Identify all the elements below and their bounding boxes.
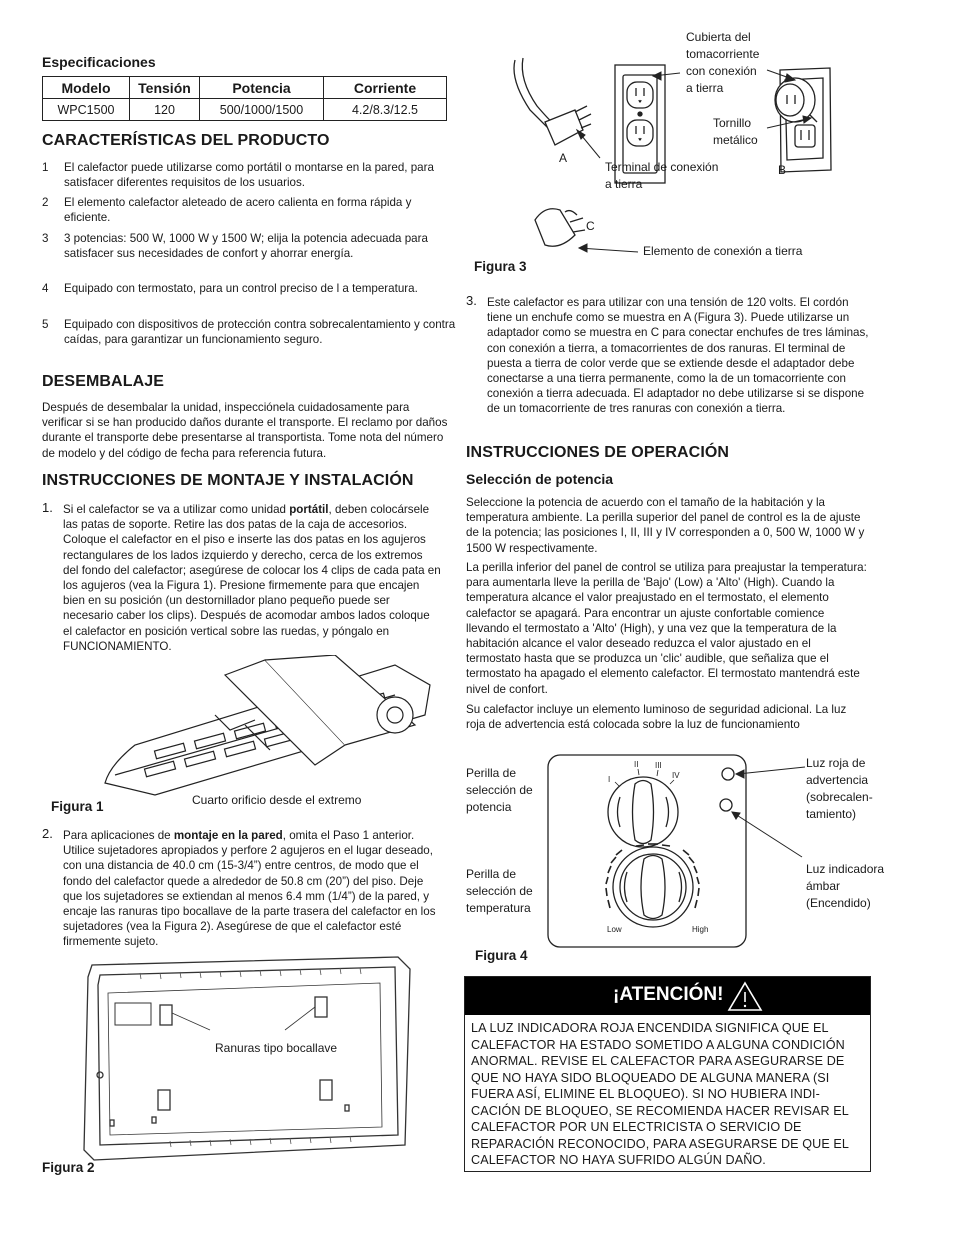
step1-text (63, 502, 441, 654)
fig3-terminal-label (605, 159, 718, 193)
fig3-terminal-line: a tierra (605, 177, 643, 191)
step3-number: 3. (466, 293, 477, 308)
operation-subheading: Selección de potencia (466, 471, 614, 487)
operation-p1: Seleccione la potencia de acuerdo con el tamaño de la habitación y la temperatura ambiente. La perilla superior del panel de control es la de ajuste de la potencia; las posiciones I, II, III y IV corresponden a 0, 500 W, 1000 W y 1500 W respectivamente. (466, 496, 865, 555)
fig4-power-label (466, 765, 533, 816)
fig4-power-line: Perilla de (466, 766, 517, 780)
fig4-temp-label (466, 866, 533, 917)
warning-line: CALEFACTOR HA ESTADO SOMETIDO A ALGUNA CONDICIÓN (471, 1037, 845, 1052)
fig3-label-c: C (586, 219, 595, 233)
specs-col-current: Corriente (324, 77, 447, 99)
fig3-screw-label (713, 115, 758, 149)
fig4-power-line: potencia (466, 800, 512, 814)
fig4-red-line: tamiento) (806, 807, 857, 821)
fig3-label-a: A (559, 151, 568, 165)
list-item-text: El calefactor puede utilizarse como portátil o montarse en la pared, para satisfacer diferentes requisitos de los usuarios. (64, 161, 434, 190)
fig3-cover-line: Cubierta del (686, 30, 751, 44)
step1-text-post: , deben colocársele las patas de soporte. Retire las dos patas de la caja de accesorios. Coloque el calefactor en el piso e inserte las dos patas en los agujeros rectangulares de los lados izquierdo y derecho, cerca de los extremos del fondo del calefactor; asegúrese de colocar los 4 clips de cada pata en los agujeros (vea la Figura 1). Presione firmemente para que encajen bien en su posición (un destornillador plano pequeño puede ser necesario caber los clips). Después de acomodar ambos lados coloque el calefactor en posición vertical sobre las ruedas, y póngalo en FUNCIONAMIENTO. (63, 503, 441, 653)
specs-heading: Especificaciones (42, 54, 156, 70)
step2-text (63, 828, 445, 950)
step2-text-bold: montaje en la pared (173, 829, 283, 842)
warning-line: ANORMAL. REVISE EL CALEFACTOR PARA ASEGURARSE DE (471, 1054, 845, 1068)
list-item-number: 3 (42, 232, 49, 245)
warning-triangle-icon (727, 980, 763, 1012)
fig3-screw-line: Tornillo (713, 116, 752, 130)
fig3-cover-line: a tierra (686, 81, 724, 95)
fig4-amber-light-label (806, 861, 884, 912)
specs-cell-voltage: 120 (130, 99, 200, 121)
specs-table (42, 76, 447, 121)
fig4-low-label: Low (607, 925, 622, 934)
fig4-pos-iv: IV (672, 771, 680, 780)
figure-1-label: Figura 1 (51, 799, 104, 814)
fig4-red-line: Luz roja de (806, 756, 866, 770)
fig4-amber-line: Luz indicadora (806, 862, 885, 876)
specs-cell-current: 4.2/8.3/12.5 (324, 99, 447, 121)
warning-line: CALEFACTOR POR UN ELECTRICISTA O SERVICIO DE (471, 1120, 802, 1134)
step1-text-pre: Si el calefactor se va a utilizar como unidad (63, 503, 290, 516)
figure-2-illustration (80, 955, 415, 1165)
figure-4-illustration (540, 752, 810, 952)
fig4-temp-line: temperatura (466, 901, 531, 915)
warning-line: CACIÓN DE BLOQUEO, SE RECOMIENDA HACER REVISAR EL (471, 1103, 849, 1118)
fig3-screw-line: metálico (713, 133, 758, 147)
features-list (42, 160, 457, 365)
specs-col-model: Modelo (43, 77, 130, 99)
list-item-number: 5 (42, 318, 49, 331)
fig3-element-label: Elemento de conexión a tierra (643, 244, 803, 258)
fig4-amber-line: ámbar (806, 879, 841, 893)
list-item-number: 1 (42, 161, 49, 174)
specs-col-power: Potencia (200, 77, 324, 99)
step2-number: 2. (42, 826, 53, 841)
warning-line: CALEFACTOR NO HAYA SUFRIDO ALGÚN DAÑO. (471, 1153, 766, 1167)
list-item-text: El elemento calefactor aleteado de acero calienta en forma rápida y eficiente. (64, 196, 412, 225)
features-heading: CARACTERÍSTICAS DEL PRODUCTO (42, 132, 330, 149)
specs-cell-model: WPC1500 (43, 99, 130, 121)
fig4-temp-line: selección de (466, 884, 533, 898)
fig4-red-line: advertencia (806, 773, 869, 787)
operation-heading: INSTRUCCIONES DE OPERACIÓN (466, 444, 730, 461)
figure-2-label: Figura 2 (42, 1160, 95, 1175)
figure-2-caption: Ranuras tipo bocallave (215, 1041, 338, 1055)
warning-box (464, 976, 871, 1172)
operation-p3: Su calefactor incluye un elemento luminoso de seguridad adicional. La luz roja de advertencia está colocada sobre la luz de funcionamiento (466, 703, 847, 732)
list-item-text: 3 potencias: 500 W, 1000 W y 1500 W; elija la potencia adecuada para satisfacer sus necesidades de confort y ahorrar energía. (64, 232, 428, 261)
step2-text-post: , omita el Paso 1 anterior. Utilice sujetadores apropiados y perfore 2 agujeros en el lugar deseado, con una distancia de 40.0 cm (15-3/4”) entre centros, de modo que el fondo del calefactor quede a alrededor de 50.8 cm (20”) del piso. Deje que los sujetadores se extiendan al menos 6.4 mm (1/4”) de la pared, y encaje las ranuras tipo bocallave de la parte trasera del calefactor en los sujetadores (vea la Figura 2). Asegúrese de que el calefactor esté firmemente sujeto. (63, 829, 436, 949)
warning-line: LA LUZ INDICADORA ROJA ENCENDIDA SIGNIFICA QUE EL (471, 1021, 829, 1035)
list-item-text: Equipado con dispositivos de protección contra sobrecalentamiento y contra caídas, para garantizar un funcionamiento seguro. (64, 318, 456, 347)
fig3-label-b: B (778, 163, 787, 177)
operation-p2: La perilla inferior del panel de control se utiliza para preajustar la temperatura: para aumentarla lleve la perilla de 'Bajo' (Low) a 'Alto' (High). Cuando la temperatura alcance el valor preajustado en el termostato, el elemento calefactor se apagará. Para encontrar un ajuste confortable comience llevando el termostato a 'Alto' (High), y una vez que la temperatura de la habitación alcance el valor deseado reduzca el valor ajustado en el termostato hasta que se produzca un 'clic' audible, que señaliza que el termostato ha apagado el elemento calefactor. El termostato mantendrá este nivel de confort. (466, 561, 867, 696)
warning-header (465, 977, 870, 1015)
figure-3-illustration (505, 40, 840, 260)
fig3-cover-line: con conexión (686, 64, 757, 78)
fig4-pos-ii: II (634, 760, 639, 769)
list-item-number: 4 (42, 282, 49, 295)
specs-col-voltage: Tensión (130, 77, 200, 99)
figure-1-caption: Cuarto orificio desde el extremo (192, 793, 362, 807)
warning-line: QUE NO HAYA SIDO BLOQUEADO DE ALGUNA MANERA (SI (471, 1070, 830, 1085)
fig4-pos-iii: III (655, 761, 662, 770)
install-heading: INSTRUCCIONES DE MONTAJE Y INSTALACIÓN (42, 472, 414, 489)
fig4-power-line: selección de (466, 783, 533, 797)
fig3-cover-label (686, 29, 759, 97)
figure-1-illustration (95, 655, 445, 805)
warning-line: REPARACIÓN RECONOCIDO, PARA ASEGURARSE DE QUE EL (471, 1136, 850, 1151)
step3-text: Este calefactor es para utilizar con una tensión de 120 volts. El cordón tiene un enchufe como se muestra en A (Figura 3). Puede utilizarse un adaptador como se muestra en C para conectar enchufes de tres láminas, con conexión a tierra, a tomacorrientes de dos ranuras. El terminal de puesta a tierra de color verde que se extiende desde el adaptador debe conectarse a una tierra permanente, como la de un tomacorriente con conexión a tierra adecuada. El adaptador no debe utilizarse si se dispone de un tomacorriente de tres ranuras con conexión a tierra. (487, 296, 869, 416)
fig4-high-label: High (692, 925, 709, 934)
fig4-red-line: (sobrecalen- (806, 790, 873, 804)
warning-title: ¡ATENCIÓN! (613, 984, 724, 1005)
warning-text (471, 1020, 864, 1169)
figure-3-label: Figura 3 (474, 259, 527, 274)
fig4-amber-line: (Encendido) (806, 896, 871, 910)
fig4-pos-i: I (608, 775, 611, 784)
step1-number: 1. (42, 500, 53, 515)
list-item-number: 2 (42, 196, 49, 209)
list-item-text: Equipado con termostato, para un control preciso de l a temperatura. (64, 282, 418, 295)
warning-line: FUERA ASÍ, ELIMINE EL BLOQUEO). SI NO HUBIERA INDI- (471, 1087, 820, 1101)
figure-4-label: Figura 4 (475, 948, 528, 963)
fig4-red-light-label (806, 755, 873, 823)
step1-text-bold: portátil (289, 503, 329, 516)
specs-cell-power: 500/1000/1500 (200, 99, 324, 121)
step2-text-pre: Para aplicaciones de (63, 829, 174, 842)
unpack-text: Después de desembalar la unidad, inspecciónela cuidadosamente para verificar si se han producido daños durante el transporte. El reclamo por daños durante el transporte debe presentarse al transportista. Tome nota del número de modelo y del código de fecha para referencia futura. (42, 401, 448, 460)
unpack-heading: DESEMBALAJE (42, 373, 165, 390)
fig4-temp-line: Perilla de (466, 867, 517, 881)
fig3-cover-line: tomacorriente (686, 47, 760, 61)
fig3-terminal-line: Terminal de conexión (605, 160, 719, 174)
